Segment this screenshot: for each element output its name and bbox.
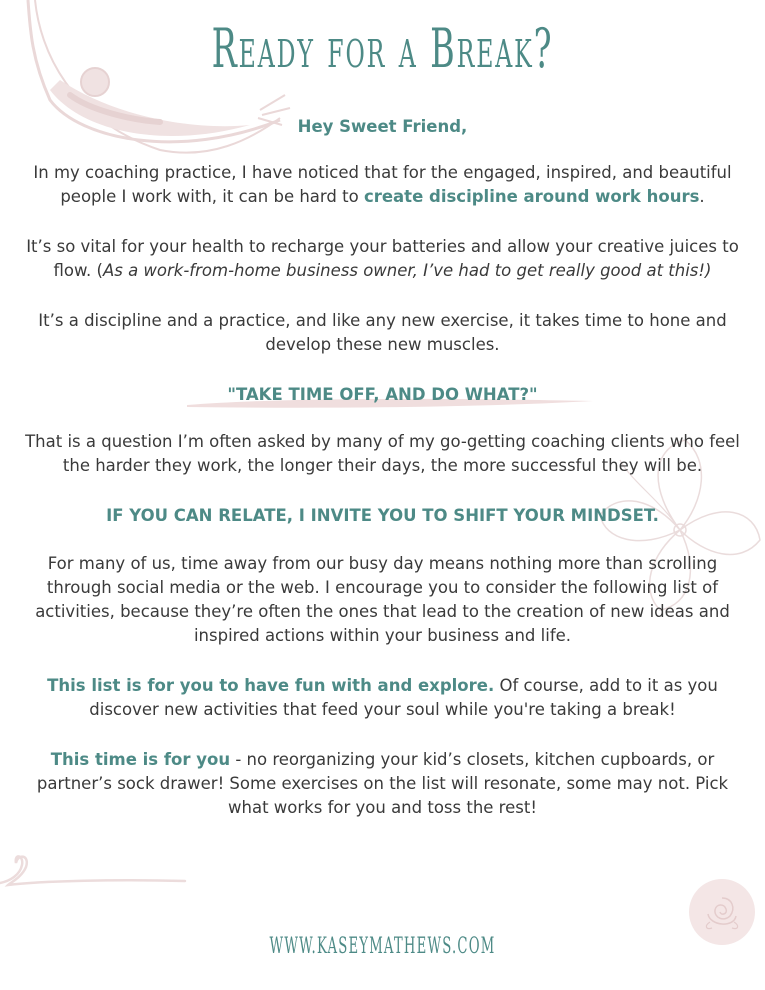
paragraph-text: Of course, add to it as you discover new activities that feed your soul while you're taking a break! bbox=[89, 676, 718, 719]
paragraph-discipline: It’s a discipline and a practice, and like any new exercise, it takes time to hone and develop these new muscles. bbox=[38, 311, 727, 354]
page-title: Ready for a Break? bbox=[211, 17, 554, 80]
paragraph-list bbox=[22, 674, 743, 722]
paragraph-question: That is a question I’m often asked by many of my go-getting coaching clients who feel the harder they work, the longer their days, the more successful they will be. bbox=[25, 432, 740, 475]
paragraph-end: . bbox=[699, 187, 705, 206]
paragraph-text: It’s so vital for your health to recharge your batteries and allow your creative juices to flow. ( bbox=[26, 237, 739, 280]
paragraph-text: - no reorganizing your kid’s closets, kitchen cupboards, or partner’s sock drawer! Some exercises on the list will resonate, some may not. Pick what works for you and toss the rest! bbox=[36, 750, 729, 817]
rose-badge-icon bbox=[688, 878, 756, 946]
paragraph-text: In my coaching practice, I have noticed that for the engaged, inspired, and beautiful people I work with, it can be hard to bbox=[33, 163, 732, 206]
section-heading-take-time-off: "TAKE TIME OFF, AND DO WHAT?" bbox=[227, 385, 538, 404]
section-heading-shift-mindset: IF YOU CAN RELATE, I INVITE YOU TO SHIFT YOUR MINDSET. bbox=[106, 506, 659, 525]
greeting: Hey Sweet Friend, bbox=[297, 117, 468, 136]
paragraph-health bbox=[22, 235, 743, 283]
paragraph-time-for-you bbox=[22, 748, 743, 820]
highlight-text: This list is for you to have fun with and explore. bbox=[47, 676, 495, 695]
paragraph-coaching-practice bbox=[22, 161, 743, 209]
highlight-text: create discipline around work hours bbox=[363, 187, 700, 206]
heart-line-icon bbox=[0, 845, 190, 895]
paragraph-time-away: For many of us, time away from our busy day means nothing more than scrolling through social media or the web. I encourage you to consider the following list of activities, because they’re often the ones that lead to the creation of new ideas and inspired actions within your business and life. bbox=[35, 554, 730, 645]
highlight-text: This time is for you bbox=[50, 750, 231, 769]
italic-text: As a work-from-home business owner, I’ve had to get really good at this!) bbox=[102, 261, 712, 280]
website-footer: WWW.KASEYMATHEWS.COM bbox=[269, 934, 496, 959]
